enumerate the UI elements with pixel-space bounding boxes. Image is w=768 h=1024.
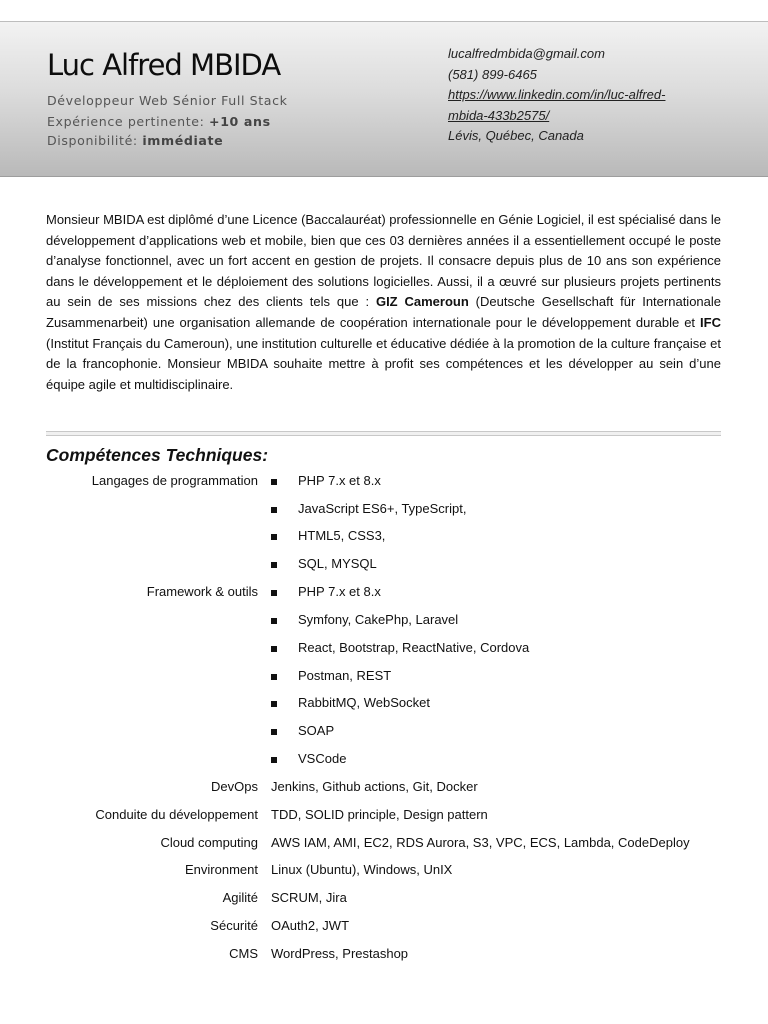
- skill-row: [0, 751, 768, 771]
- bullet-icon: [271, 534, 277, 540]
- availability-value: immédiate: [142, 133, 224, 148]
- bullet-icon: [271, 646, 277, 652]
- contact-block: [448, 44, 748, 147]
- skill-category: Conduite du développement: [95, 807, 258, 822]
- availability-label: Disponibilité:: [47, 133, 143, 148]
- skill-item: JavaScript ES6+, TypeScript,: [298, 501, 467, 516]
- skill-row: [0, 862, 768, 882]
- skill-row: [0, 501, 768, 521]
- skill-row: [0, 807, 768, 827]
- skill-row: [0, 779, 768, 799]
- skill-row: [0, 946, 768, 966]
- skill-value: SCRUM, Jira: [271, 890, 347, 905]
- skill-category: Framework & outils: [146, 584, 258, 599]
- skill-row: [0, 835, 768, 855]
- skill-row: [0, 668, 768, 688]
- skill-row: [0, 556, 768, 576]
- skill-value: Linux (Ubuntu), Windows, UnIX: [271, 862, 453, 877]
- bullet-icon: [271, 729, 277, 735]
- bullet-icon: [271, 674, 277, 680]
- skill-category: Cloud computing: [160, 835, 258, 850]
- skill-category: Sécurité: [210, 918, 258, 933]
- skill-row: [0, 473, 768, 493]
- bullet-icon: [271, 757, 277, 763]
- skill-category: Environment: [185, 862, 258, 877]
- bullet-icon: [271, 479, 277, 485]
- summary-text-2: (Deutsche Gesellschaft für Internationale Zusammenarbeit) une organisation allemande de coopération internationale pour le développement durable et: [46, 294, 721, 330]
- skill-row: [0, 723, 768, 743]
- summary-text-3: (Institut Français du Cameroun), une institution culturelle et éducative dédiée à la promotion de la culture française et de la francophonie. Monsieur MBIDA souhaite mettre à profit ses compétences et les développer au sein d’une équipe agile et multidisciplinaire.: [46, 335, 721, 392]
- skill-row: [0, 528, 768, 548]
- skill-value: AWS IAM, AMI, EC2, RDS Aurora, S3, VPC, ECS, Lambda, CodeDeploy: [271, 835, 690, 850]
- skill-item: HTML5, CSS3,: [298, 528, 386, 543]
- skill-value: TDD, SOLID principle, Design pattern: [271, 807, 488, 822]
- summary-text-1: Monsieur MBIDA est diplômé d’une Licence (Baccalauréat) professionnelle en Génie Logiciel, il est spécialisé dans le développement d’applications web et mobile, bien que ces 03 dernières années il a essentiellement occupé le poste d’analyse fonctionnel, avec un fort accent en gestion de projets. Il consacre depuis plus de 10 ans son expérience dans le développement et le déploiement des solutions logicielles. Aussi, il a œuvré sur plusieurs projets pertinents au sein de ses missions chez des clients tels que :: [46, 212, 721, 310]
- skill-item: SQL, MYSQL: [298, 556, 377, 571]
- skill-item: Postman, REST: [298, 668, 392, 683]
- bullet-icon: [271, 701, 277, 707]
- skill-category: CMS: [229, 946, 258, 961]
- experience-line: [47, 114, 271, 129]
- skill-value: Jenkins, Github actions, Git, Docker: [271, 779, 478, 794]
- bullet-icon: [271, 618, 277, 624]
- skill-value: OAuth2, JWT: [271, 918, 350, 933]
- skill-item: SOAP: [298, 723, 335, 738]
- cv-header: [0, 21, 768, 177]
- skill-category: DevOps: [211, 779, 258, 794]
- bullet-icon: [271, 590, 277, 596]
- skill-row: [0, 612, 768, 632]
- experience-value: +10 ans: [209, 114, 271, 129]
- skill-row: [0, 584, 768, 604]
- skill-row: [0, 918, 768, 938]
- availability-line: [47, 133, 223, 148]
- client-giz: GIZ Cameroun: [375, 294, 469, 310]
- skill-item: VSCode: [298, 751, 347, 766]
- bullet-icon: [271, 507, 277, 513]
- location: Lévis, Québec, Canada: [448, 128, 584, 143]
- skill-row: [0, 890, 768, 910]
- experience-label: Expérience pertinente:: [47, 114, 210, 129]
- job-title: Développeur Web Sénior Full Stack: [47, 93, 288, 108]
- skill-item: React, Bootstrap, ReactNative, Cordova: [298, 640, 530, 655]
- skill-category: Langages de programmation: [91, 473, 258, 488]
- skill-item: PHP 7.x et 8.x: [298, 584, 381, 599]
- skills-section-title: Compétences Techniques:: [46, 445, 269, 465]
- skill-value: WordPress, Prestashop: [271, 946, 409, 961]
- phone: (581) 899-6465: [448, 66, 537, 82]
- skill-row: [0, 640, 768, 660]
- linkedin-link-part1[interactable]: https://www.linkedin.com/in/luc-alfred-: [448, 87, 666, 102]
- client-ifc: IFC: [700, 314, 721, 330]
- profile-summary: [46, 210, 721, 395]
- skill-item: PHP 7.x et 8.x: [298, 473, 381, 488]
- skill-item: Symfony, CakePhp, Laravel: [298, 612, 459, 627]
- skill-row: [0, 695, 768, 715]
- skill-category: Agilité: [222, 890, 258, 905]
- bullet-icon: [271, 562, 277, 568]
- skill-item: RabbitMQ, WebSocket: [298, 695, 430, 710]
- email[interactable]: lucalfredmbida@gmail.com: [448, 46, 605, 61]
- section-divider: [46, 431, 721, 436]
- candidate-name: Luc Alfred MBIDA: [47, 48, 281, 82]
- linkedin-link-part2[interactable]: mbida-433b2575/: [448, 107, 550, 123]
